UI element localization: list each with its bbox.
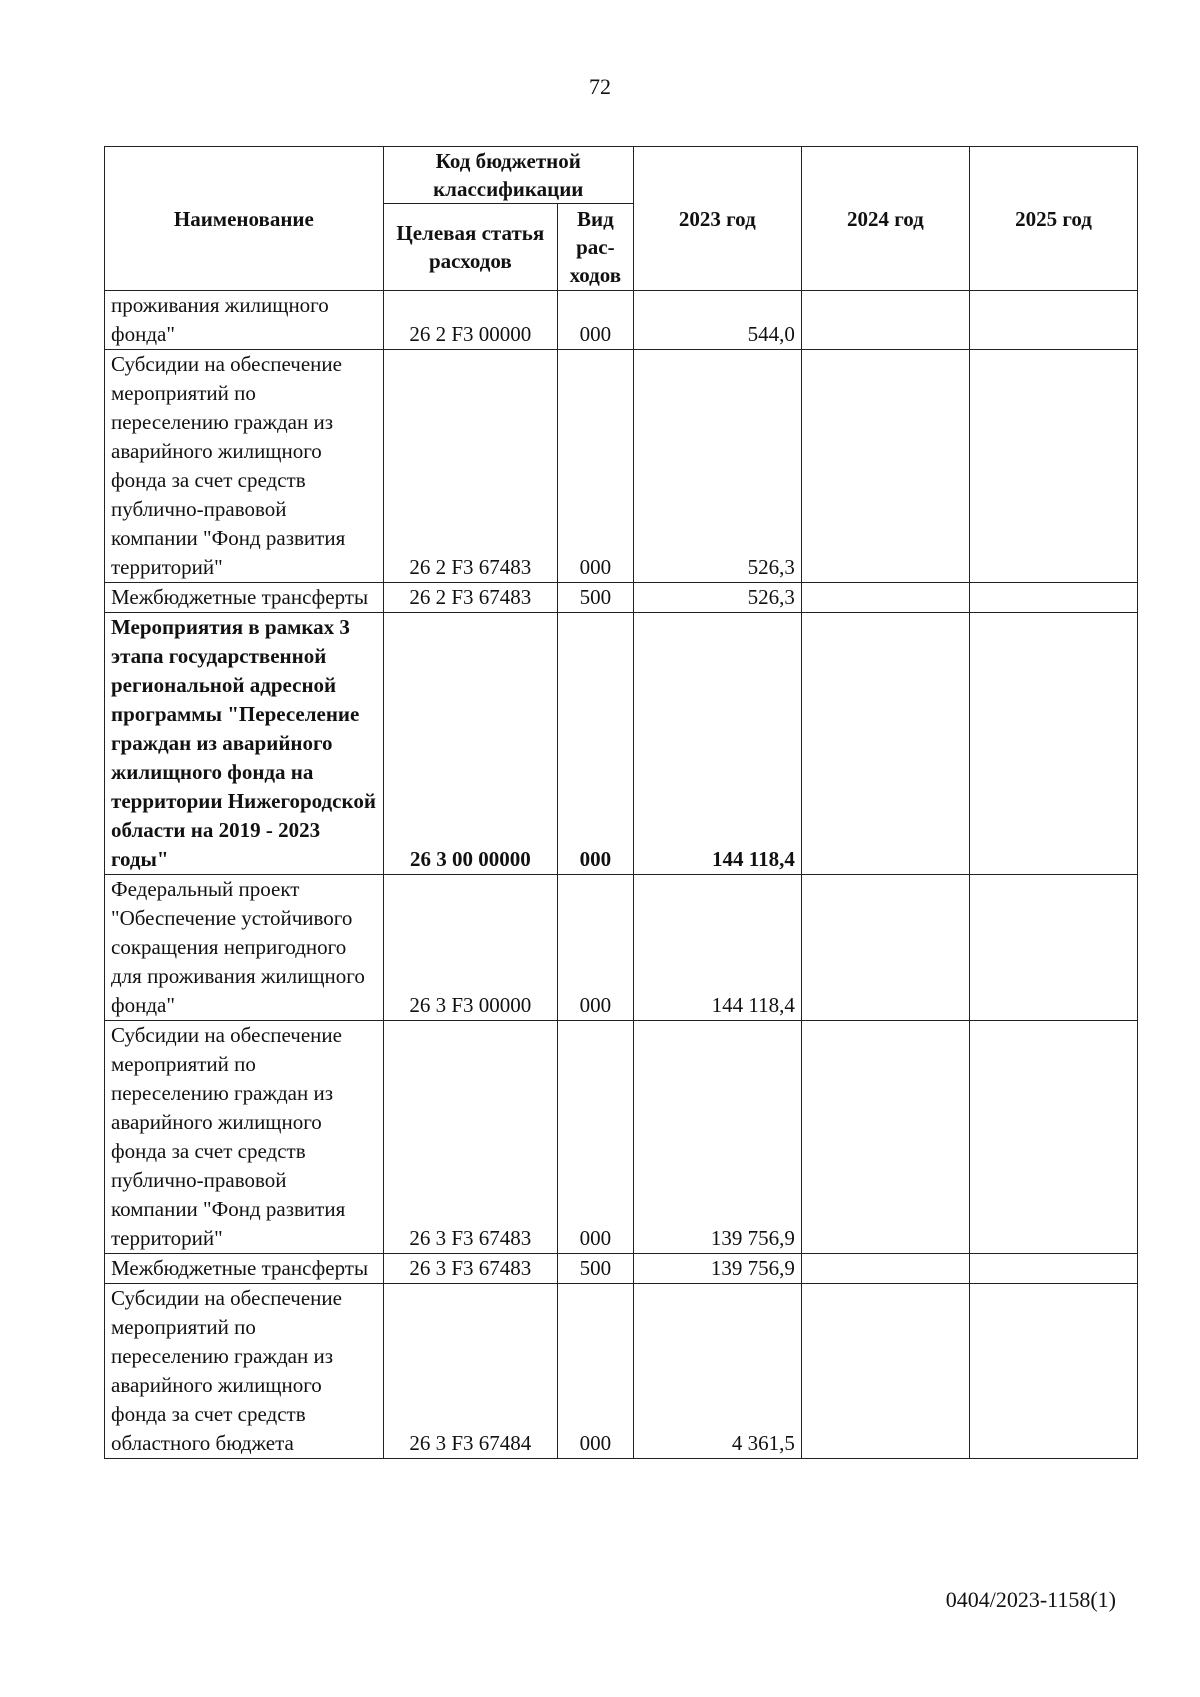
row-target-article: 26 2 F3 67483 [383,350,557,583]
table-row [105,1021,1138,1254]
row-amount-2024 [801,1254,969,1284]
row-amount-2024 [801,1284,969,1459]
row-amount-2025 [969,1284,1137,1459]
header-2024: 2024 год [801,147,969,291]
row-amount-2023: 139 756,9 [633,1254,801,1284]
row-expense-type: 000 [557,875,633,1021]
row-target-article: 26 3 F3 67483 [383,1021,557,1254]
row-expense-type: 000 [557,350,633,583]
row-amount-2023: 144 118,4 [633,613,801,875]
row-expense-type: 500 [557,583,633,613]
row-target-article: 26 2 F3 67483 [383,583,557,613]
table-row [105,583,1138,613]
row-amount-2023: 544,0 [633,291,801,350]
row-target-article: 26 3 00 00000 [383,613,557,875]
table-row [105,1284,1138,1459]
row-amount-2025 [969,583,1137,613]
row-amount-2024 [801,1021,969,1254]
header-expense-type: Вид рас-ходов [557,204,633,291]
row-amount-2024 [801,291,969,350]
row-target-article: 26 3 F3 00000 [383,875,557,1021]
row-expense-type: 000 [557,613,633,875]
row-expense-type: 000 [557,291,633,350]
table-row [105,1254,1138,1284]
row-amount-2023: 139 756,9 [633,1021,801,1254]
row-target-article: 26 3 F3 67484 [383,1284,557,1459]
row-amount-2023: 144 118,4 [633,875,801,1021]
row-expense-type: 000 [557,1021,633,1254]
header-code-group: Код бюджетной классификации [383,147,633,204]
row-amount-2024 [801,875,969,1021]
row-amount-2025 [969,1021,1137,1254]
row-target-article: 26 2 F3 00000 [383,291,557,350]
row-amount-2023: 4 361,5 [633,1284,801,1459]
table-row [105,350,1138,583]
table-row [105,613,1138,875]
row-amount-2024 [801,583,969,613]
row-amount-2024 [801,350,969,583]
table-row [105,875,1138,1021]
table-body [105,291,1138,1459]
row-expense-type: 500 [557,1254,633,1284]
row-expense-type: 000 [557,1284,633,1459]
row-name: Субсидии на обеспечение мероприятий по переселению граждан из аварийного жилищного фонда за счет средств областного бюджета [105,1284,384,1459]
row-amount-2024 [801,613,969,875]
document-number: 0404/2023-1158(1) [945,1587,1116,1612]
budget-table [104,146,1138,1459]
row-name: Межбюджетные трансферты [105,1254,384,1284]
header-2023: 2023 год [633,147,801,291]
row-name: Федеральный проект "Обеспечение устойчивого сокращения непригодного для проживания жилищного фонда" [105,875,384,1021]
row-amount-2023: 526,3 [633,583,801,613]
row-amount-2023: 526,3 [633,350,801,583]
header-2025: 2025 год [969,147,1137,291]
row-name: Мероприятия в рамках 3 этапа государственной региональной адресной программы "Переселение граждан из аварийного жилищного фонда на территории Нижегородской области на 2019 - 2023 годы" [105,613,384,875]
header-name: Наименование [105,147,384,291]
row-amount-2025 [969,350,1137,583]
table-header-row [105,147,1138,204]
row-amount-2025 [969,875,1137,1021]
header-target-article: Целевая статья расходов [383,204,557,291]
row-name: проживания жилищного фонда" [105,291,384,350]
table-row [105,291,1138,350]
page-number: 72 [589,74,611,99]
row-target-article: 26 3 F3 67483 [383,1254,557,1284]
row-name: Межбюджетные трансферты [105,583,384,613]
row-amount-2025 [969,613,1137,875]
row-name: Субсидии на обеспечение мероприятий по переселению граждан из аварийного жилищного фонда за счет средств публично-правовой компании "Фонд развития территорий" [105,1021,384,1254]
row-name: Субсидии на обеспечение мероприятий по переселению граждан из аварийного жилищного фонда за счет средств публично-правовой компании "Фонд развития территорий" [105,350,384,583]
row-amount-2025 [969,291,1137,350]
row-amount-2025 [969,1254,1137,1284]
